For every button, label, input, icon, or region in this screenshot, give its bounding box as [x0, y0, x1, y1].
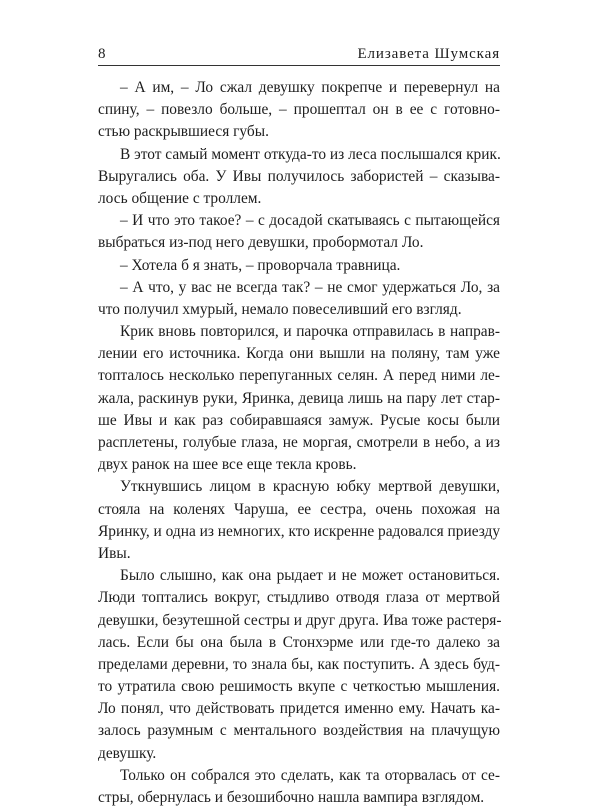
- text-line: В этот самый момент откуда-то из леса послышался крик.: [120, 145, 501, 163]
- text-line: спину, – повезло больше, – прошептал он в ее с готовно-: [98, 101, 500, 119]
- text-line: пределами деревни, то знала бы, как поступить. А здесь буд-: [98, 655, 500, 673]
- text-line: Ло понял, что действовать придется именно ему. Начать ка-: [98, 700, 500, 718]
- text-line: Яринку, и одна из немногих, кто искренне радовался приезду: [98, 522, 501, 540]
- text-line: Крик вновь повторился, и парочка отправилась в направ-: [120, 323, 500, 341]
- text-line: что получил хмурый, немало повеселивший его взгляд.: [98, 300, 462, 318]
- text-line: – А что, у вас не всегда так? – не смог удержаться Ло, за: [120, 278, 500, 296]
- text-line: лась. Если бы она была в Стонхэрме или где-то далеко за: [98, 633, 500, 651]
- text-line: Только он собрался это сделать, как та оторвалась от се-: [120, 766, 500, 784]
- text-line: выбраться из-под него девушки, пробормотал Ло.: [98, 234, 424, 252]
- text-line: Уткнувшись лицом в красную юбку мертвой девушки,: [120, 478, 500, 496]
- text-line: стояла на коленях Чаруша, ее сестра, очень похожая на: [98, 500, 500, 518]
- text-line: – Хотела б я знать, – проворчала травница.: [120, 256, 401, 274]
- text-line: Было слышно, как она рыдает и не может остановиться.: [120, 567, 500, 585]
- text-line: стры, обернулась и безошибочно нашла вампира взглядом.: [98, 789, 485, 806]
- text-line: Выругались оба. У Ивы получилось забористей – сказыва-: [98, 167, 500, 185]
- text-line: девушку.: [98, 744, 157, 762]
- text-line: топталось несколько перепуганных селян. А перед ними ле-: [98, 367, 500, 385]
- running-title: Елизавета Шумская: [357, 46, 500, 62]
- text-line: расплетены, голубые глаза, не моргая, смотрели в небо, а из: [98, 434, 500, 451]
- body-text: [98, 77, 500, 809]
- text-line: девушки, безутешной сестры и друг друга. Ива тоже растеря-: [98, 611, 502, 629]
- text-line: лось общение с троллем.: [98, 189, 262, 207]
- text-line: то утратила свою решимость вкупе с четкостью мышления.: [98, 678, 500, 696]
- text-line: двух ранок на шее все еще текла кровь.: [98, 456, 357, 474]
- text-line: жала, раскинув руки, Яринка, девица лишь на пару лет стар-: [98, 389, 500, 407]
- text-line: – И что это такое? – с досадой скатываясь с пытающейся: [120, 212, 500, 230]
- text-line: Люди топтались вокруг, стыдливо отводя глаза от мертвой: [98, 589, 500, 607]
- page-number: 8: [98, 46, 106, 62]
- text-line: ше Ивы и как раз собиравшаяся замуж. Русые косы были: [98, 411, 500, 429]
- text-line: залось разумным с ментального воздействия на плачущую: [98, 722, 500, 740]
- text-line: Ивы.: [98, 544, 131, 562]
- text-line: – А им, – Ло сжал девушку покрепче и перевернул на: [120, 79, 500, 96]
- text-line: лении его источника. Когда они вышли на поляну, там уже: [98, 345, 500, 363]
- text-line: стью раскрывшиеся губы.: [98, 123, 269, 141]
- header-rule: [98, 65, 500, 66]
